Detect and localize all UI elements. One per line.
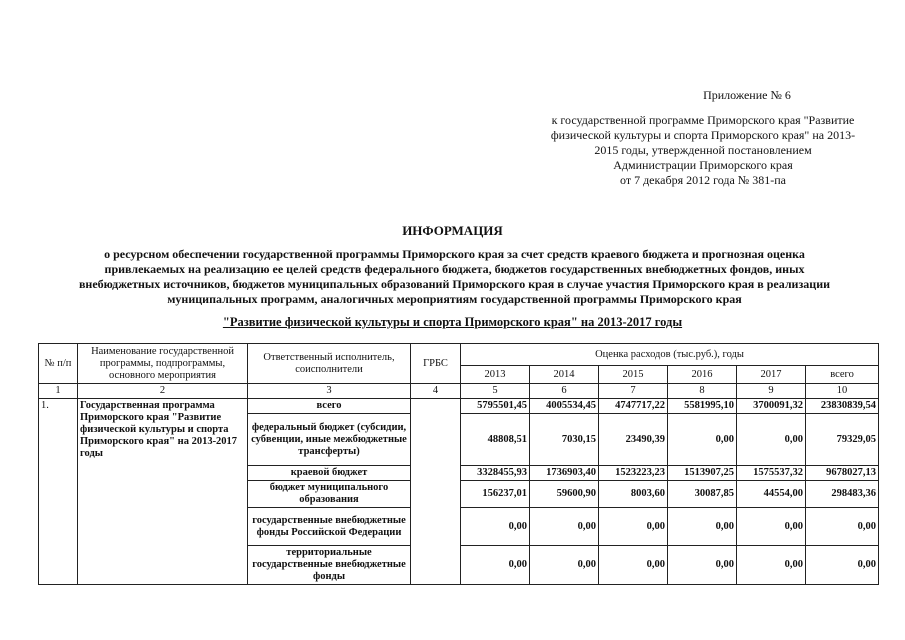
value-cell: 23490,39 [599, 414, 668, 466]
value-cell: 3700091,32 [737, 399, 806, 414]
source-label: федеральный бюджет (субсидии, субвенции, иные межбюджетные трансферты) [248, 414, 411, 466]
col-number: 6 [530, 384, 599, 399]
col-number: 7 [599, 384, 668, 399]
header-grbs: ГРБС [411, 344, 461, 384]
header-name: Наименование государственной программы, подпрограммы, основного мероприятия [78, 344, 248, 384]
value-cell: 48808,51 [461, 414, 530, 466]
header-total: всего [806, 366, 879, 384]
document-title: ИНФОРМАЦИЯ [402, 223, 503, 238]
header-year: 2013 [461, 366, 530, 384]
value-cell: 156237,01 [461, 481, 530, 508]
value-cell: 0,00 [668, 508, 737, 546]
col-number: 10 [806, 384, 879, 399]
table-row [39, 399, 879, 414]
appendix-line: физической культуры и спорта Приморского края" на 2013- [550, 128, 856, 142]
appendix-line: к государственной программе Приморского края "Развитие [551, 113, 855, 127]
header-year: 2015 [599, 366, 668, 384]
value-cell: 7030,15 [530, 414, 599, 466]
value-cell: 1513907,25 [668, 466, 737, 481]
source-label: краевой бюджет [248, 466, 411, 481]
value-cell: 0,00 [668, 546, 737, 585]
value-cell: 0,00 [737, 508, 806, 546]
header-year: 2014 [530, 366, 599, 384]
header-executor: Ответственный исполнитель, соисполнители [248, 344, 411, 384]
value-cell: 5795501,45 [461, 399, 530, 414]
value-cell: 0,00 [530, 508, 599, 546]
value-cell: 30087,85 [668, 481, 737, 508]
value-cell: 0,00 [737, 546, 806, 585]
value-cell: 0,00 [737, 414, 806, 466]
col-number: 2 [78, 384, 248, 399]
appendix-line: от 7 декабря 2012 года № 381-па [619, 173, 787, 187]
col-number: 5 [461, 384, 530, 399]
subtitle-line: муниципальных программ, аналогичных мероприятиям государственной программы Приморского края [167, 292, 742, 306]
source-label: государственные внебюджетные фонды Российской Федерации [248, 508, 411, 546]
value-cell: 1736903,40 [530, 466, 599, 481]
appendix-line: Администрации Приморского края [613, 158, 793, 172]
value-cell: 0,00 [599, 508, 668, 546]
appendix-line: 2015 годы, утвержденной постановлением [594, 143, 812, 157]
grbs-cell [411, 399, 461, 585]
value-cell: 9678027,13 [806, 466, 879, 481]
document-subtitle [32, 247, 877, 307]
value-cell: 44554,00 [737, 481, 806, 508]
value-cell: 298483,36 [806, 481, 879, 508]
col-number: 1 [39, 384, 78, 399]
value-cell: 4747717,22 [599, 399, 668, 414]
value-cell: 0,00 [668, 414, 737, 466]
row-number: 1. [39, 399, 78, 585]
col-number: 8 [668, 384, 737, 399]
value-cell: 0,00 [599, 546, 668, 585]
value-cell: 0,00 [530, 546, 599, 585]
subtitle-line: привлекаемых на реализацию ее целей средств федерального бюджета, бюджетов государственных внебюджетных фондов, иных [104, 262, 805, 276]
resource-table [38, 343, 879, 585]
value-cell: 3328455,93 [461, 466, 530, 481]
value-cell: 1523223,23 [599, 466, 668, 481]
col-number: 3 [248, 384, 411, 399]
value-cell: 0,00 [461, 508, 530, 546]
source-label: бюджет муниципального образования [248, 481, 411, 508]
value-cell: 1575537,32 [737, 466, 806, 481]
value-cell: 4005534,45 [530, 399, 599, 414]
value-cell: 0,00 [806, 508, 879, 546]
col-number: 9 [737, 384, 806, 399]
program-name: Государственная программа Приморского края "Развитие физической культуры и спорта Приморского края" на 2013-2017 годы [78, 399, 248, 585]
header-year: 2017 [737, 366, 806, 384]
value-cell: 59600,90 [530, 481, 599, 508]
value-cell: 5581995,10 [668, 399, 737, 414]
appendix-number: Приложение № 6 [703, 88, 791, 102]
program-title: "Развитие физической культуры и спорта Приморского края" на 2013-2017 годы [222, 315, 683, 329]
source-label: территориальные государственные внебюджетные фонды [248, 546, 411, 585]
subtitle-line: внебюджетных источников, бюджетов муниципальных образований Приморского края в случае участия Приморского края в реализации [78, 277, 831, 291]
header-num: № п/п [39, 344, 78, 384]
value-cell: 8003,60 [599, 481, 668, 508]
value-cell: 0,00 [806, 546, 879, 585]
value-cell: 79329,05 [806, 414, 879, 466]
value-cell: 0,00 [461, 546, 530, 585]
value-cell: 23830839,54 [806, 399, 879, 414]
header-estimate: Оценка расходов (тыс.руб.), годы [461, 344, 879, 366]
subtitle-line: о ресурсном обеспечении государственной программы Приморского края за счет средств краевого бюджета и прогнозная оценка [104, 247, 805, 261]
appendix-block [538, 88, 868, 188]
header-year: 2016 [668, 366, 737, 384]
col-number: 4 [411, 384, 461, 399]
source-label: всего [248, 399, 411, 414]
